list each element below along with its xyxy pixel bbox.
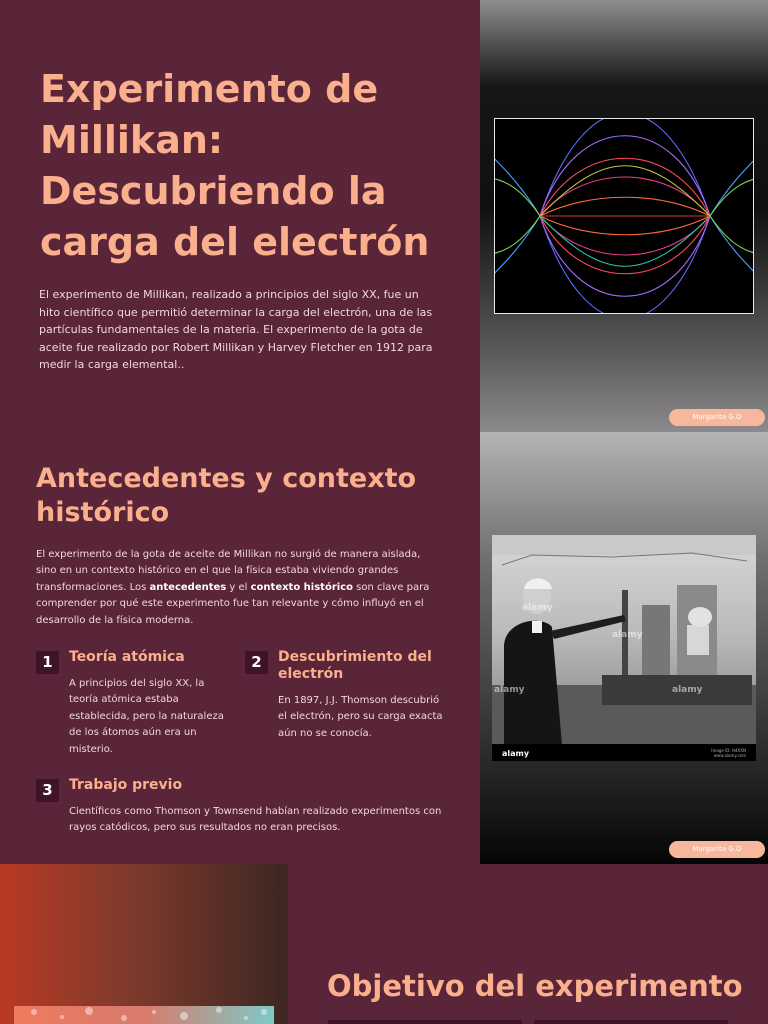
- lab-photo-drawing: [492, 535, 756, 745]
- intro-text-1: El experimento de la gota de aceite de Millikan no surgió de manera aislada, sino en un contexto histórico en el que la física estaba viviendo grandes transformaciones. Los: [36, 549, 421, 593]
- slide-3: [0, 864, 768, 1024]
- site-url: www.alamy.com: [713, 753, 746, 758]
- item-descubrimiento-electron: [245, 651, 450, 761]
- photo-watermark: alamy: [612, 630, 643, 640]
- photo-watermark: alamy: [494, 685, 525, 695]
- intro-text-2: y el: [226, 581, 251, 593]
- item-number: 3: [36, 779, 59, 802]
- slide-1-image-panel: [480, 0, 768, 432]
- photo-watermark: alamy: [672, 685, 703, 695]
- intro-text-3: son clave para comprender por qué este experimento fue tan relevante y cómo influyó en el desarrollo de la física moderna.: [36, 581, 430, 626]
- image-id: Image ID: H4XXN: [711, 748, 746, 753]
- slide-2-image-panel: [480, 432, 768, 864]
- item-text: Científicos como Thomson y Townsend habían realizado experimentos con rayos catódicos, pero sus resultados no eran precisos.: [69, 806, 442, 834]
- item-trabajo-previo: [36, 779, 456, 839]
- card-top-edge: [328, 1020, 522, 1024]
- field-lines-drawing: [495, 119, 753, 313]
- slide-3-title: Objetivo del experimento: [327, 969, 743, 1003]
- slide-1: [0, 0, 768, 432]
- item-text: A principios del siglo XX, la teoría atómica estaba establecida, pero la naturaleza de los átomos aún era un misterio.: [69, 678, 224, 755]
- slide-1-title: Experimento de Millikan: Descubriendo la carga del electrón: [40, 67, 430, 264]
- author-badge: Margarita G.O: [669, 841, 765, 858]
- intro-bold-contexto: contexto histórico: [250, 581, 353, 593]
- item-number: 1: [36, 651, 59, 674]
- alamy-logo: alamy: [502, 749, 530, 758]
- author-badge: Margarita G.O: [669, 409, 765, 426]
- item-heading: Trabajo previo: [69, 777, 183, 793]
- item-teoria-atomica: [36, 651, 236, 761]
- card-top-edge: [534, 1020, 728, 1024]
- intro-bold-antecedentes: antecedentes: [149, 581, 227, 593]
- photo-credit-bar: [492, 744, 756, 761]
- photo-credit-id: [711, 748, 746, 758]
- millikan-lab-photo: [492, 535, 756, 761]
- slide-1-body: El experimento de Millikan, realizado a principios del siglo XX, fue un hito científico que permitió determinar la carga del electrón, una de las partículas fundamentales de la materia. El experimento de la gota de aceite fue realizado por Robert Millikan y Harvey Fletcher en 1912 para medir la carga elemental..: [39, 288, 433, 372]
- slide-3-image-panel: [0, 864, 288, 1024]
- photo-watermark: alamy: [522, 603, 553, 613]
- slide-2-title: Antecedentes y contexto histórico: [36, 463, 417, 528]
- droplets-drawing: [14, 1006, 274, 1024]
- oil-droplets-image: [14, 1006, 274, 1024]
- item-heading: Descubrimiento del electrón: [278, 649, 432, 682]
- item-text: En 1897, J.J. Thomson descubrió el electrón, pero su carga exacta aún no se conocía.: [278, 695, 443, 739]
- slide-2-intro: [36, 547, 432, 629]
- electric-field-lines-image: [494, 118, 754, 314]
- slide-2: [0, 432, 768, 864]
- item-heading: Teoría atómica: [69, 649, 185, 665]
- item-number: 2: [245, 651, 268, 674]
